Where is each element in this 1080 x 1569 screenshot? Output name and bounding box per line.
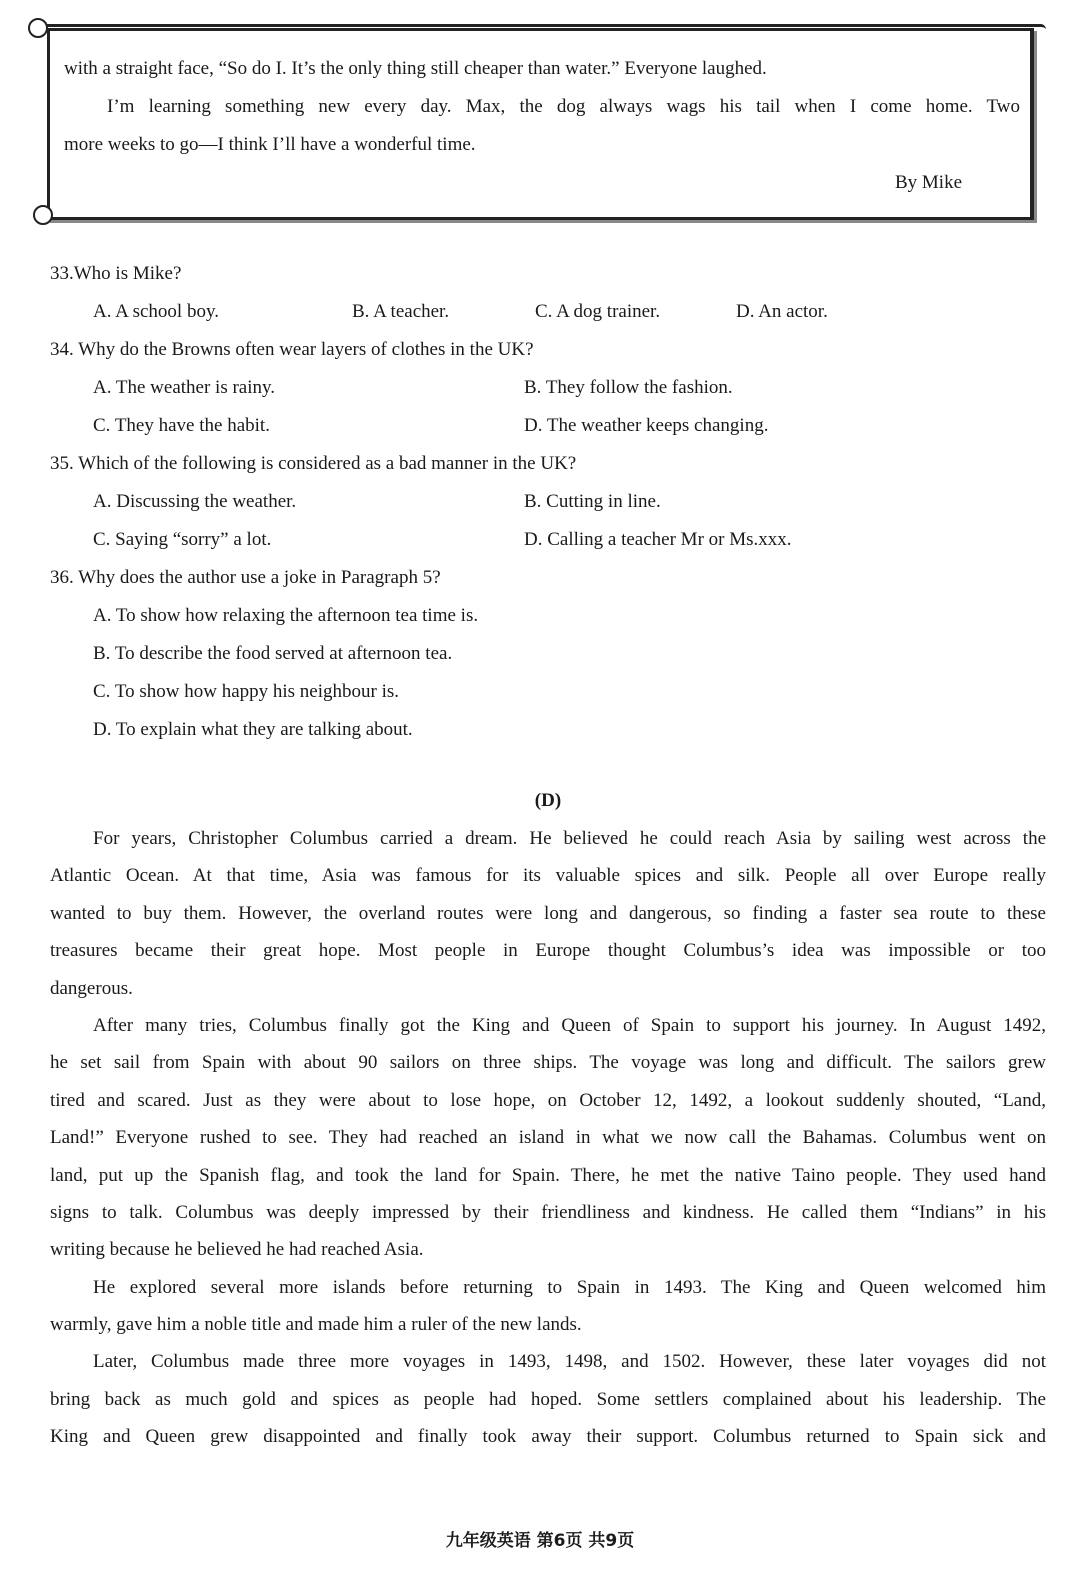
paragraph-line: dangerous. bbox=[50, 977, 133, 999]
paragraph-line: writing because he believed he had reached Asia. bbox=[50, 1239, 424, 1261]
scroll-curl-icon bbox=[33, 205, 53, 225]
passage-d bbox=[50, 782, 1046, 1456]
paragraph-line: wanted to buy them. However, the overland routes were long and dangerous, so finding a faster sea route to these bbox=[50, 902, 1046, 924]
question-stem: 33.Who is Mike? bbox=[50, 263, 182, 284]
option-c: C. To show how happy his neighbour is. bbox=[93, 681, 400, 702]
question-stem: 36. Why does the author use a joke in Paragraph 5? bbox=[50, 567, 441, 588]
paragraph-line: Atlantic Ocean. At that time, Asia was famous for its valuable spices and silk. People all over Europe really bbox=[50, 865, 1046, 887]
option-a: A. Discussing the weather. bbox=[93, 491, 297, 512]
paragraph-line: After many tries, Columbus finally got the King and Queen of Spain to support his journey. In August 1492, bbox=[93, 1014, 1046, 1036]
letter-line: more weeks to go—I think I’ll have a wonderful time. bbox=[64, 134, 476, 155]
question-list bbox=[50, 255, 1050, 749]
paragraph-line: warmly, gave him a noble title and made him a ruler of the new lands. bbox=[50, 1314, 582, 1336]
section-title: (D) bbox=[534, 790, 562, 811]
paragraph-line: land, put up the Spanish flag, and took the land for Spain. There, he met the native Taino people. They used hand bbox=[50, 1164, 1046, 1186]
paragraph-line: King and Queen grew disappointed and finally took away their support. Columbus returned to Spain sick and bbox=[50, 1426, 1046, 1448]
option-a: A. To show how relaxing the afternoon tea time is. bbox=[93, 605, 479, 626]
question-option bbox=[50, 673, 1050, 711]
question-option bbox=[50, 597, 1050, 635]
paragraph bbox=[50, 1007, 1046, 1269]
paragraph-line: bring back as much gold and spices as people had hoped. Some settlers complained about his leadership. The bbox=[50, 1388, 1046, 1410]
paragraph-line: Later, Columbus made three more voyages in 1493, 1498, and 1502. However, these later voyages did not bbox=[93, 1351, 1046, 1373]
question-stem: 35. Which of the following is considered as a bad manner in the UK? bbox=[50, 453, 577, 474]
question-options-row bbox=[50, 483, 1050, 521]
paragraph bbox=[50, 1343, 1046, 1455]
option-a: A. The weather is rainy. bbox=[93, 377, 276, 398]
paragraph-line: signs to talk. Columbus was deeply impressed by their friendliness and kindness. He called them “Indians” in his bbox=[50, 1201, 1046, 1223]
paragraph-line: he set sail from Spain with about 90 sailors on three ships. The voyage was long and difficult. The sailors grew bbox=[50, 1052, 1046, 1074]
option-c: C. Saying “sorry” a lot. bbox=[93, 529, 272, 550]
letter-line: with a straight face, “So do I. It’s the only thing still cheaper than water.” Everyone laughed. bbox=[64, 58, 767, 79]
option-a: A. A school boy. bbox=[93, 301, 219, 322]
option-b: B. To describe the food served at afternoon tea. bbox=[93, 643, 453, 664]
page-footer: 九年级英语 第6页 共9页 bbox=[445, 1531, 635, 1551]
option-b: B. A teacher. bbox=[352, 301, 450, 322]
option-d: D. Calling a teacher Mr or Ms.xxx. bbox=[524, 529, 792, 550]
option-b: B. Cutting in line. bbox=[524, 491, 661, 512]
paragraph-line: He explored several more islands before returning to Spain in 1493. The King and Queen welcomed him bbox=[93, 1276, 1046, 1298]
paragraph-line: treasures became their great hope. Most people in Europe thought Columbus’s idea was impossible or too bbox=[50, 940, 1046, 962]
option-b: B. They follow the fashion. bbox=[524, 377, 733, 398]
option-c: C. A dog trainer. bbox=[535, 301, 661, 322]
question-stem: 34. Why do the Browns often wear layers of clothes in the UK? bbox=[50, 339, 534, 360]
paragraph-line: tired and scared. Just as they were about to lose hope, on October 12, 1492, a lookout suddenly shouted, “Land, bbox=[50, 1089, 1046, 1111]
question-options-row bbox=[50, 369, 1050, 407]
option-d: D. An actor. bbox=[736, 301, 828, 322]
paragraph-line: Land!” Everyone rushed to see. They had reached an island in what we now call the Bahamas. Columbus went on bbox=[50, 1127, 1046, 1149]
paragraph bbox=[50, 1269, 1046, 1344]
option-c: C. They have the habit. bbox=[93, 415, 270, 436]
question-options-row bbox=[50, 293, 1050, 331]
letter-text bbox=[64, 50, 1020, 202]
scroll-curl-icon bbox=[28, 18, 48, 38]
question-option bbox=[50, 635, 1050, 673]
question-options-row bbox=[50, 521, 1050, 559]
question-options-row bbox=[50, 407, 1050, 445]
letter-line: I’m learning something new every day. Max, the dog always wags his tail when I come home. Two bbox=[107, 96, 1020, 117]
paragraph-line: For years, Christopher Columbus carried a dream. He believed he could reach Asia by sailing west across the bbox=[93, 828, 1046, 849]
letter-signature: By Mike bbox=[894, 172, 962, 193]
option-d: D. The weather keeps changing. bbox=[524, 415, 769, 436]
paragraph bbox=[50, 820, 1046, 1007]
option-d: D. To explain what they are talking about. bbox=[93, 719, 413, 740]
question-option bbox=[50, 711, 1050, 749]
